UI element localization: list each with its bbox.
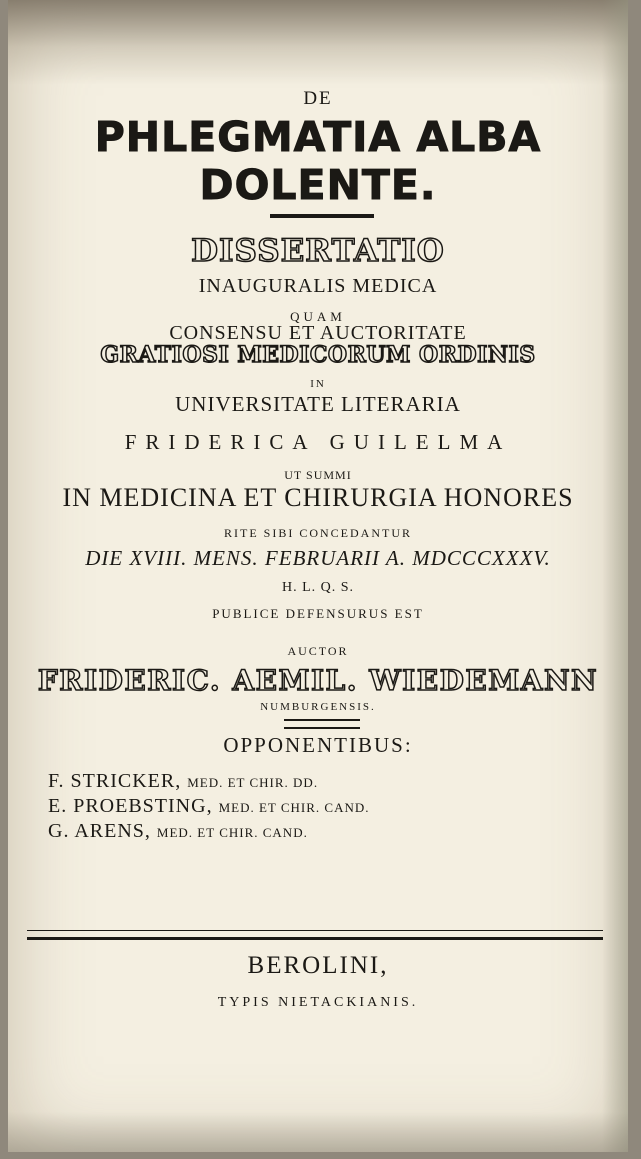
opponent-role: MED. ET CHIR. CAND. — [156, 825, 308, 840]
rite-line: RITE SIBI CONCEDANTUR — [224, 526, 412, 540]
consensu-line: CONSENSU ET AUCTORITATE — [169, 322, 467, 344]
author-name: FRIDERIC. AEMIL. WIEDEMANN — [37, 664, 599, 697]
preposition-de: DE — [303, 88, 333, 109]
universitate-line: UNIVERSITATE LITERARIA — [175, 392, 461, 416]
opponent-role: MED. ET CHIR. CAND. — [218, 800, 370, 815]
auctor-label: AUCTOR — [287, 644, 349, 658]
inauguralis-line: INAUGURALIS MEDICA — [198, 275, 438, 297]
main-title-line-2: DOLENTE. — [199, 161, 437, 209]
opponents-heading: OPPONENTIBUS: — [223, 733, 413, 757]
defense-date: DIE XVIII. MENS. FEBRUARII A. MDCCCXXXV. — [85, 546, 551, 570]
honores-line: IN MEDICINA ET CHIRURGIA HONORES — [62, 483, 574, 512]
gratiosi-ordinis-line: GRATIOSI MEDICORUM ORDINIS — [100, 342, 536, 368]
imprint-printer: TYPIS NIETACKIANIS. — [217, 995, 419, 1010]
in-line: IN — [310, 378, 326, 390]
title-page — [8, 0, 628, 1152]
main-title-line-1: PHLEGMATIA ALBA — [94, 113, 542, 161]
author-divider — [284, 719, 360, 729]
age-stain-top — [8, 0, 628, 85]
publice-line: PUBLICE DEFENSURUS EST — [212, 606, 424, 621]
imprint-divider — [27, 930, 603, 940]
quam-line: QUAM — [290, 309, 346, 324]
title-divider — [270, 214, 374, 218]
author-origin: NUMBURGENSIS. — [260, 701, 376, 713]
opponent-entry — [48, 795, 370, 818]
opponent-name: F. STRICKER, — [48, 770, 182, 792]
imprint-place: BEROLINI, — [247, 952, 389, 979]
dissertatio-heading: DISSERTATIO — [191, 233, 445, 269]
ut-summi-line: UT SUMMI — [284, 468, 352, 482]
opponent-name: G. ARENS, — [48, 820, 151, 842]
hlqs-line: H. L. Q. S. — [281, 580, 355, 595]
opponent-name: E. PROEBSTING, — [48, 795, 213, 817]
opponent-entry — [48, 820, 308, 843]
age-stain-bottom — [8, 1112, 628, 1152]
opponent-role: MED. ET CHIR. DD. — [187, 775, 319, 790]
opponent-entry — [48, 770, 318, 793]
university-name: FRIDERICA GUILELMA — [124, 430, 512, 454]
